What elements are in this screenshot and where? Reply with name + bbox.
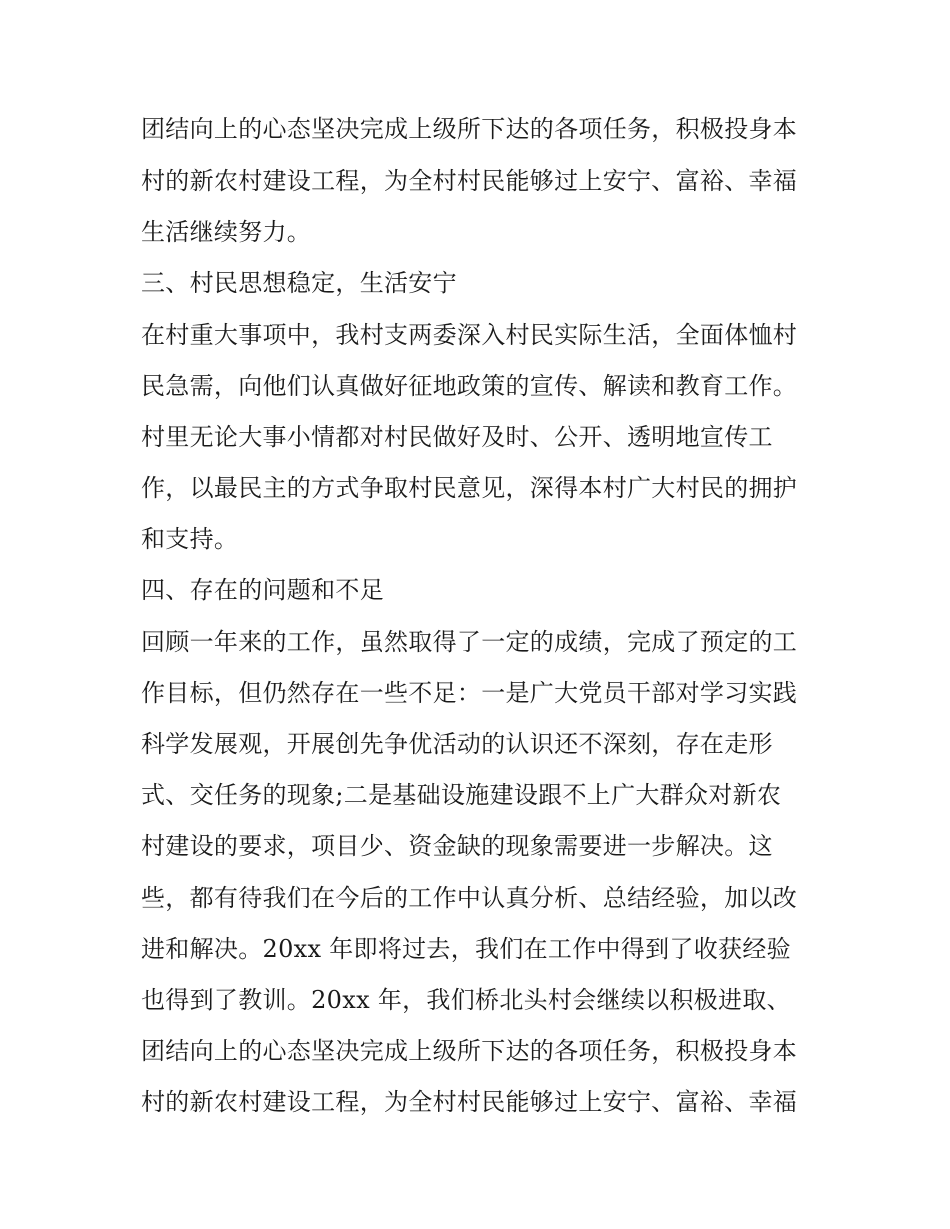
text-line: 和支持。 (141, 525, 239, 553)
text-line: 在村重大事项中，我村支两委深入村民实际生活，全面体恤村 (141, 321, 798, 349)
text-line: 也得到了教训。20xx 年，我们桥北头村会继续以积极进取、 (141, 986, 791, 1014)
text-line: 民急需，向他们认真做好征地政策的宣传、解读和教育工作。 (141, 372, 798, 400)
text-line: 作目标，但仍然存在一些不足：一是广大党员干部对学习实践 (141, 679, 798, 707)
text-line: 村的新农村建设工程，为全村村民能够过上安宁、富裕、幸福 (141, 1088, 798, 1116)
text-line: 回顾一年来的工作，虽然取得了一定的成绩，完成了预定的工 (141, 628, 798, 656)
text-line: 团结向上的心态坚决完成上级所下达的各项任务，积极投身本 (141, 115, 798, 143)
text-line: 村里无论大事小情都对村民做好及时、公开、透明地宣传工 (141, 423, 773, 451)
text-line: 科学发展观，开展创先争优活动的认识还不深刻，存在走形 (141, 730, 773, 758)
text-line: 式、交任务的现象;二是基础设施建设跟不上广大群众对新农 (141, 781, 782, 809)
section-heading: 四、存在的问题和不足 (141, 576, 384, 604)
text-line: 些，都有待我们在今后的工作中认真分析、总结经验，加以改 (141, 884, 798, 912)
text-line: 村的新农村建设工程，为全村村民能够过上安宁、富裕、幸福 (141, 167, 798, 195)
text-line: 团结向上的心态坚决完成上级所下达的各项任务，积极投身本 (141, 1037, 798, 1065)
text-line: 生活继续努力。 (141, 218, 312, 246)
text-line: 进和解决。20xx 年即将过去，我们在工作中得到了收获经验 (141, 935, 791, 963)
text-line: 村建设的要求，项目少、资金缺的现象需要进一步解决。这 (141, 832, 773, 860)
section-heading: 三、村民思想稳定，生活安宁 (141, 269, 457, 297)
text-line: 作，以最民主的方式争取村民意见，深得本村广大村民的拥护 (141, 474, 798, 502)
